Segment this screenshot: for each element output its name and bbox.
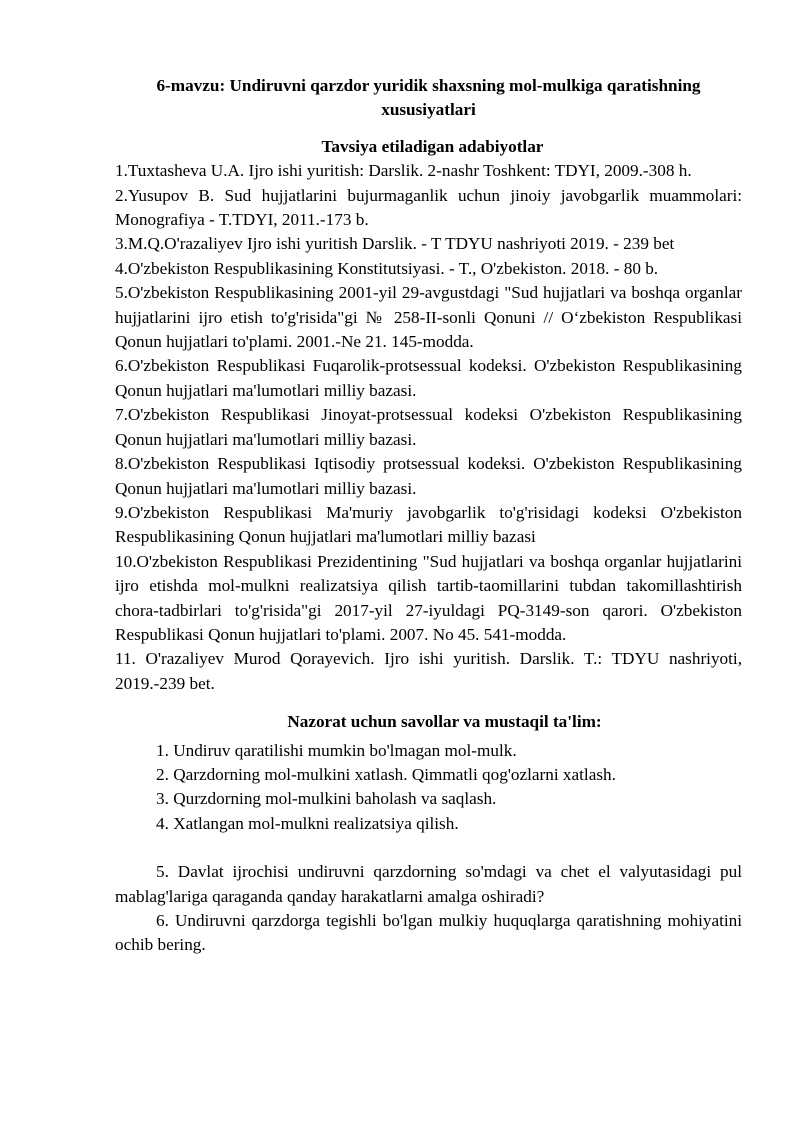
literature-item: 7.O'zbekiston Respublikasi Jinoyat-protsessual kodeksi O'zbekiston Respublikasining Qonun hujjatlari ma'lumotlari milliy bazasi. (115, 405, 742, 449)
literature-item: 11. O'razaliyev Murod Qorayevich. Ijro ishi yuritish. Darslik. T.: TDYU nashriyoti, 2019.-239 bet. (115, 649, 742, 693)
question-item: 3. Qurzdorning mol-mulkini baholash va saqlash. (156, 789, 497, 809)
question-item: 6. Undiruvni qarzdorga tegishli bo'lgan mulkiy huquqlarga qaratishning mohiyatini ochib bering. (115, 911, 742, 955)
questions-long-list (115, 860, 742, 958)
literature-item: 9.O'zbekiston Respublikasi Ma'muriy javobgarlik to'g'risidagi kodeksi O'zbekiston Respublikasining Qonun hujjatlari ma'lumotlari milliy bazasi (115, 502, 742, 547)
question-item: 1. Undiruv qaratilishi mumkin bo'lmagan mol-mulk. (156, 740, 517, 760)
question-item: 5. Davlat ijrochisi undiruvni qarzdorning so'mdagi va chet el valyutasidagi pul mablag'lariga qaraganda qanday harakatlarni amalga oshiradi? (115, 862, 742, 906)
literature-heading: Tavsiya etiladigan adabiyotlar (321, 136, 544, 156)
literature-item: 8.O'zbekiston Respublikasi Iqtisodiy protsessual kodeksi. O'zbekiston Respublikasining Qonun hujjatlari ma'lumotlari milliy bazasi. (115, 454, 742, 498)
page-title: 6-mavzu: Undiruvni qarzdor yuridik shaxsning mol-mulkiga qaratishning xususiyatlari (156, 76, 701, 120)
literature-list (115, 159, 742, 696)
literature-item: 2.Yusupov B. Sud hujjatlarini bujurmaganlik uchun jinoiy javobgarlik muammolari: Monografiya - T.TDYI, 2011.-173 b. (115, 185, 742, 230)
literature-item: 4.O'zbekiston Respublikasining Konstitutsiyasi. - T., O'zbekiston. 2018. - 80 b. (115, 258, 659, 278)
literature-item: 5.O'zbekiston Respublikasining 2001-yil 29-avgustdagi "Sud hujjatlari va boshqa organlar hujjatlarini ijro etish to'g'risida"gi № 258-II-sonli Qonuni // O‘zbekiston Respublikasi Qonun hujjatlari to'plami. 2001.-Ne 21. 145-modda. (115, 283, 742, 352)
questions-short-list (115, 739, 742, 837)
question-item: 4. Xatlangan mol-mulkni realizatsiya qilish. (156, 813, 459, 833)
literature-item: 6.O'zbekiston Respublikasi Fuqarolik-protsessual kodeksi. O'zbekiston Respublikasining Qonun hujjatlari ma'lumotlari milliy bazasi. (115, 356, 742, 400)
blank-line (115, 836, 742, 860)
document-page (115, 74, 742, 958)
literature-item: 10.O'zbekiston Respublikasi Prezidentining "Sud hujjatlari va boshqa organlar hujjatlarini ijro etishda mol-mulkni realizatsiya qilish tartib-taomillarini tubdan takomillashtirish chora-tadbirlari to'g'risida"gi 2017-yil 27-iyuldagi PQ-3149-son qarori. O'zbekiston Respublikasi Qonun hujjatlari to'plami. 2007. No 45. 541-modda. (115, 551, 742, 644)
question-item: 2. Qarzdorning mol-mulkini xatlash. Qimmatli qog'ozlarni xatlash. (156, 764, 616, 784)
literature-item: 1.Tuxtasheva U.A. Ijro ishi yuritish: Darslik. 2-nashr Toshkent: TDYI, 2009.-308 h. (115, 161, 692, 181)
questions-heading: Nazorat uchun savollar va mustaqil ta'lim: (287, 712, 602, 732)
literature-item: 3.M.Q.O'razaliyev Ijro ishi yuritish Darslik. - T TDYU nashriyoti 2019. - 239 bet (115, 234, 675, 254)
